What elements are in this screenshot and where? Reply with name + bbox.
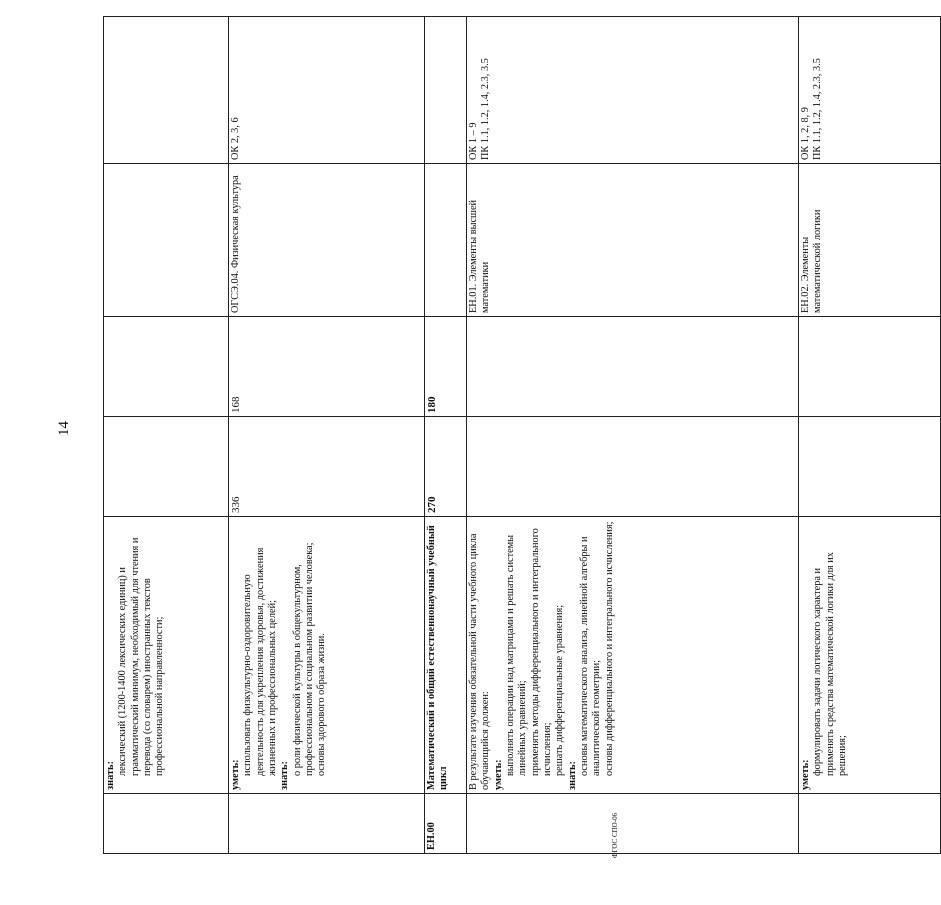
classroom-hours-cell: 168 [229,317,425,417]
section-label: знать: [566,761,578,790]
competencies-cell: ОК 2, 3, 6 [229,17,425,164]
classroom-hours-cell [467,317,799,417]
index-cell [467,794,799,854]
content-line: основы здорового образа жизни. [316,633,328,776]
index-cell [104,794,229,854]
index-cell [799,794,941,854]
content-line: применять методы дифференциального и интегрального исчисления; [529,528,554,776]
page-number: 14 [56,421,72,436]
content-cell [229,517,425,794]
table-row [425,17,467,854]
section-label: уметь: [800,759,811,790]
section-label: уметь: [492,759,504,790]
discipline-cell: ЕН.01. Элементы высшей математики [467,164,799,317]
competencies-cell [104,17,229,164]
table-row [799,17,941,854]
section-label: уметь: [230,759,241,790]
discipline-cell: ЕН.02. Элементы математической логики [799,164,941,317]
index-cell: ЕН.00 [425,794,467,854]
content-line: решать дифференциальные уравнения; [554,604,566,776]
content-line: В результате изучения обязательной части учебного цикла обучающийся должен: [468,533,492,790]
total-hours-cell [799,417,941,517]
content-line: выполнять операции над матрицами и решать системы линейных уравнений; [505,534,529,776]
classroom-hours-cell [104,317,229,417]
total-hours-cell: 270 [425,417,467,517]
index-cell [229,794,425,854]
table-row [229,17,425,854]
discipline-cell [425,164,467,317]
content-cell [425,517,467,794]
total-hours-cell [104,417,229,517]
classroom-hours-cell: 180 [425,317,467,417]
competencies-cell [425,17,467,164]
content-cell [799,517,941,794]
table-row [104,17,229,854]
competencies-cell: ОК 1 – 9 ПК 1.1, 1.2, 1.4, 2.3, 3.5 [467,17,799,164]
classroom-hours-cell [799,317,941,417]
footer-text: ФГОС СПО-06 [611,812,619,858]
total-hours-cell [467,417,799,517]
curriculum-table [103,16,941,854]
table-row [467,17,799,854]
discipline-cell: ОГСЭ.04. Физическая культура [229,164,425,317]
section-label: знать: [279,761,291,790]
content-cell [104,517,229,794]
content-line: о роли физической культуры в общекультурном, профессиональном и социальном развитии человека; [291,542,316,776]
content-line: использовать физкультурно-оздоровительную деятельность для укрепления здоровья, достижения жизненных и профессиональных целей; [242,547,279,776]
section-label: знать: [105,761,116,790]
content-line: основы дифференциального и интегрального исчисления; [603,521,615,776]
content-line: основы математического анализа, линейной алгебры и аналитической геометрии; [579,536,603,776]
section-label: Математический и общий естественнонаучный учебный цикл [426,525,450,790]
discipline-cell [104,164,229,317]
competencies-cell: ОК 1, 2, 8, 9 ПК 1.1, 1.2, 1.4, 2.3, 3.5 [799,17,941,164]
content-line: лексический (1200-1400 лексических единиц) и грамматический минимум, необходимый для чтения и перевода (со словарем) иностранных текстов профессиональной направленности; [117,537,166,776]
total-hours-cell: 336 [229,417,425,517]
table-body [104,17,941,854]
content-line: формулировать задачи логического характера и применять средства математической логики для их решения; [812,552,849,776]
content-cell [467,517,799,794]
